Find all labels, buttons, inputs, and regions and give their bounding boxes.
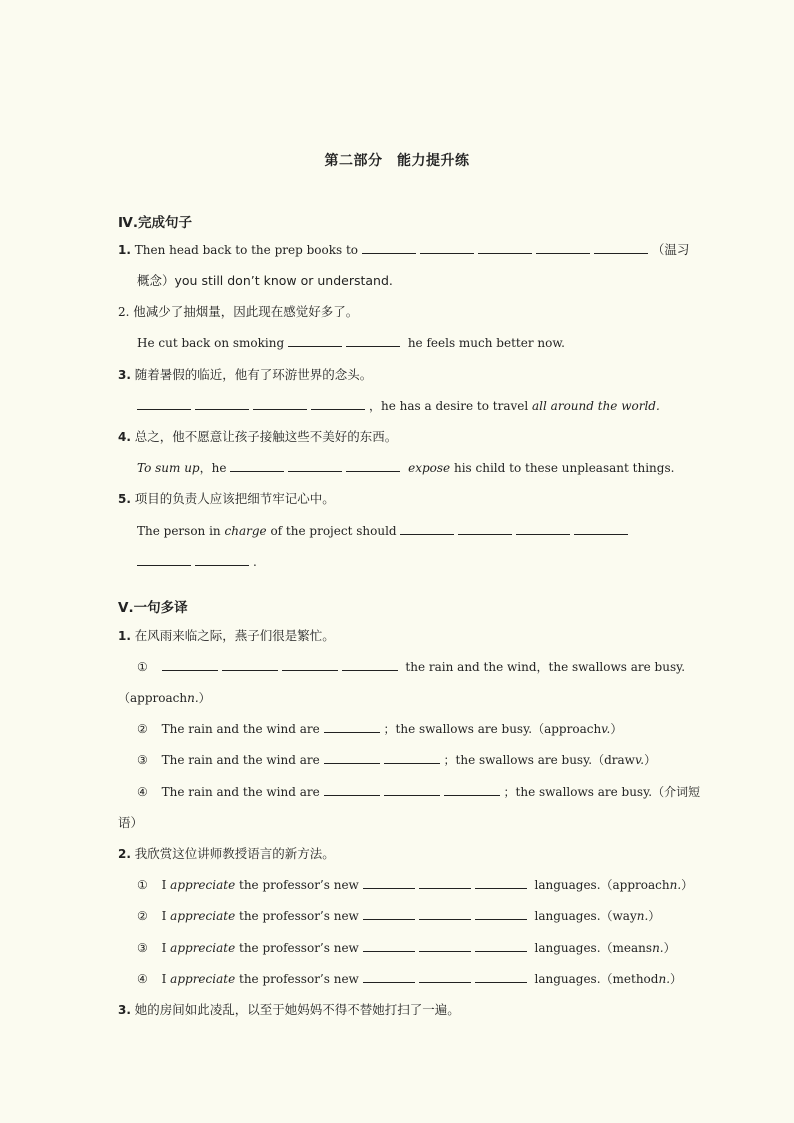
chinese-sentence: 她的房间如此凌乱，以至于她妈妈不得不替她打扫了一遍。 — [134, 1002, 460, 1017]
q5-2-item — [137, 876, 707, 894]
answer-blank[interactable] — [346, 335, 400, 347]
english-text: the professor’s new — [239, 941, 359, 955]
chinese-sentence: 我欣赏这位讲师教授语言的新方法。 — [134, 846, 335, 861]
italic-text: appreciate — [170, 972, 236, 986]
answer-blank[interactable] — [282, 659, 338, 671]
answer-blank[interactable] — [475, 940, 527, 952]
chinese-sentence: 随着暑假的临近，他有了环游世界的念头。 — [134, 367, 373, 382]
italic-text: charge — [224, 524, 267, 538]
chinese-sentence: 总之，他不愿意让孩子接触这些不美好的东西。 — [134, 429, 398, 444]
q5-1-s4-cont — [118, 814, 688, 832]
question-number: 2. — [118, 847, 131, 861]
answer-blank[interactable] — [363, 940, 415, 952]
answer-blank[interactable] — [458, 523, 512, 535]
answer-blank[interactable] — [478, 242, 532, 254]
q4-1-line-a — [118, 241, 688, 259]
answer-blank[interactable] — [419, 877, 471, 889]
item-marker: ② — [137, 722, 148, 736]
item-marker: ③ — [137, 753, 148, 767]
item-marker: ③ — [137, 941, 148, 955]
italic-text: n. — [658, 972, 671, 986]
hint-text: ） — [681, 878, 694, 892]
english-text: languages.（means — [534, 941, 653, 955]
q4-4-zh — [118, 428, 688, 446]
answer-blank[interactable] — [324, 784, 380, 796]
italic-text: n. — [652, 941, 664, 955]
italic-text: expose — [408, 461, 451, 475]
answer-blank[interactable] — [137, 398, 191, 410]
english-text: the professor’s new — [239, 878, 359, 892]
q5-2-zh — [118, 845, 688, 863]
english-text: The person in — [137, 524, 221, 538]
answer-blank[interactable] — [594, 242, 648, 254]
answer-blank[interactable] — [162, 659, 218, 671]
english-text: languages.（method — [534, 972, 659, 986]
answer-blank[interactable] — [288, 335, 342, 347]
q5-1-s4 — [137, 783, 707, 801]
english-text: ，he — [199, 461, 227, 475]
hint-text: ） — [648, 909, 661, 923]
q4-3-zh — [118, 366, 688, 384]
answer-blank[interactable] — [324, 752, 380, 764]
italic-text: v. — [601, 722, 611, 736]
question-number: 1. — [118, 243, 131, 257]
english-text: the rain and the wind，the swallows are busy. — [405, 660, 686, 674]
q4-5-en-a — [137, 522, 707, 540]
item-marker: ② — [137, 909, 148, 923]
answer-blank[interactable] — [342, 659, 398, 671]
hint-text: 语） — [118, 815, 144, 830]
english-text: ；the swallows are busy.（approach — [383, 722, 602, 736]
answer-blank[interactable] — [574, 523, 628, 535]
answer-blank[interactable] — [363, 877, 415, 889]
english-text: I — [161, 941, 167, 955]
item-marker: ④ — [137, 785, 148, 799]
english-text: . — [253, 555, 257, 569]
hint-text: （温习 — [651, 242, 690, 257]
question-number: 3. — [118, 368, 131, 382]
italic-text: all around the world. — [532, 399, 660, 413]
answer-blank[interactable] — [384, 784, 440, 796]
english-text: The rain and the wind are — [161, 722, 320, 736]
english-text: I — [161, 878, 167, 892]
question-number: 4. — [118, 430, 131, 444]
chinese-sentence: 他减少了抽烟量，因此现在感觉好多了。 — [133, 304, 359, 319]
answer-blank[interactable] — [288, 460, 342, 472]
question-number: 1. — [118, 629, 131, 643]
question-number: 5. — [118, 492, 131, 506]
section-heading-iv: Ⅳ.完成句子 — [118, 215, 192, 231]
italic-text: n. — [669, 878, 682, 892]
answer-blank[interactable] — [444, 784, 500, 796]
answer-blank[interactable] — [536, 242, 590, 254]
page-title: 第二部分 能力提升练 — [324, 153, 470, 169]
hint-text: ） — [670, 972, 683, 986]
answer-blank[interactable] — [419, 971, 471, 983]
answer-blank[interactable] — [324, 721, 380, 733]
answer-blank[interactable] — [475, 908, 527, 920]
q4-5-en-b — [137, 553, 707, 571]
answer-blank[interactable] — [363, 971, 415, 983]
question-number: 2. — [118, 305, 130, 319]
q5-2-item — [137, 939, 707, 957]
answer-blank[interactable] — [363, 908, 415, 920]
english-text: of the project should — [270, 524, 397, 538]
question-text: 概念）you still don’t know or understand. — [137, 273, 393, 288]
italic-text: appreciate — [170, 909, 236, 923]
answer-blank[interactable] — [400, 523, 454, 535]
english-text: The rain and the wind are — [161, 785, 320, 799]
q5-1-s1-hint — [118, 689, 688, 707]
chinese-sentence: 在风雨来临之际，燕子们很是繁忙。 — [134, 628, 335, 643]
q5-1-s2 — [137, 720, 707, 738]
italic-text: n. — [636, 909, 649, 923]
question-number: 3. — [118, 1003, 131, 1017]
english-text: I — [161, 972, 167, 986]
italic-text: To sum up — [137, 461, 200, 475]
q5-2-item — [137, 907, 707, 925]
answer-blank[interactable] — [475, 971, 527, 983]
italic-text: n. — [187, 691, 199, 705]
q4-1-line-b — [137, 272, 707, 290]
answer-blank[interactable] — [222, 659, 278, 671]
answer-blank[interactable] — [253, 398, 307, 410]
q5-1-s1 — [137, 658, 707, 676]
answer-blank[interactable] — [420, 242, 474, 254]
hint-text: ） — [198, 691, 211, 705]
q4-3-en — [137, 397, 707, 415]
english-text: languages.（way — [534, 909, 637, 923]
english-text: the professor’s new — [239, 972, 359, 986]
english-text: he feels much better now. — [407, 336, 565, 350]
italic-text: appreciate — [170, 941, 236, 955]
section-heading-v: Ⅴ.一句多译 — [118, 600, 188, 616]
question-text: Then head back to the prep books to — [134, 243, 359, 257]
answer-blank[interactable] — [230, 460, 284, 472]
hint-text: ） — [663, 941, 676, 955]
hint-text: ） — [644, 753, 657, 767]
hint-text: ） — [610, 722, 623, 736]
answer-blank[interactable] — [195, 398, 249, 410]
english-text: his child to these unpleasant things. — [453, 461, 675, 475]
english-text: ；the swallows are busy.（draw — [443, 753, 635, 767]
italic-text: appreciate — [170, 878, 236, 892]
answer-blank[interactable] — [516, 523, 570, 535]
english-text: languages.（approach — [534, 878, 670, 892]
q5-1-s3 — [137, 751, 707, 769]
q4-2-en — [137, 334, 707, 352]
item-marker: ① — [137, 660, 148, 674]
q5-1-zh — [118, 627, 688, 645]
english-text: I — [161, 909, 167, 923]
q4-5-zh — [118, 490, 688, 508]
item-marker: ① — [137, 878, 148, 892]
item-marker: ④ — [137, 972, 148, 986]
italic-text: v. — [634, 753, 645, 767]
answer-blank[interactable] — [195, 554, 249, 566]
answer-blank[interactable] — [362, 242, 416, 254]
answer-blank[interactable] — [346, 460, 400, 472]
english-text: ；the swallows are busy.（介词短 — [503, 785, 701, 799]
q4-4-en — [137, 459, 707, 477]
answer-blank[interactable] — [419, 940, 471, 952]
answer-blank[interactable] — [475, 877, 527, 889]
q5-3-zh — [118, 1001, 688, 1019]
english-text: The rain and the wind are — [161, 753, 320, 767]
english-text: ，he has a desire to travel — [369, 399, 529, 413]
english-text: the professor’s new — [239, 909, 359, 923]
answer-blank[interactable] — [384, 752, 440, 764]
hint-text: （approach — [118, 691, 188, 705]
answer-blank[interactable] — [419, 908, 471, 920]
answer-blank[interactable] — [137, 554, 191, 566]
english-text: He cut back on smoking — [137, 336, 285, 350]
answer-blank[interactable] — [311, 398, 365, 410]
q5-2-item — [137, 970, 707, 988]
q4-2-zh — [118, 303, 688, 321]
chinese-sentence: 项目的负责人应该把细节牢记心中。 — [134, 491, 335, 506]
